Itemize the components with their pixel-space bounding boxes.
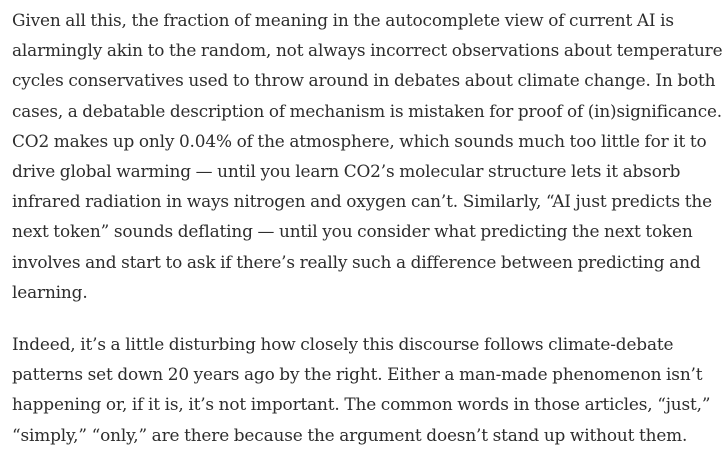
paragraph-1 [12, 5, 724, 307]
paragraph-1-line-5: CO2 makes up only 0.04% of the atmosphere, which sounds much too little for it to [12, 130, 707, 151]
article-body [12, 5, 724, 450]
paragraph-1-line-1: Given all this, the fraction of meaning in the autocomplete view of current AI is [12, 10, 674, 30]
paragraph-1-line-10: learning. [12, 281, 88, 302]
paragraph-2 [12, 329, 724, 450]
paragraph-1-line-6: drive global warming — until you learn CO2’s molecular structure lets it absorb [12, 161, 681, 182]
paragraph-1-line-2: alarmingly akin to the random, not always incorrect observations about temperature [12, 40, 723, 61]
paragraph-2-line-3: happening or, if it is, it’s not important. The common words in those articles, “just,” [12, 394, 711, 415]
paragraph-1-line-3: cycles conservatives used to throw around in debates about climate change. In both [12, 70, 716, 91]
paragraph-1-line-7: infrared radiation in ways nitrogen and oxygen can’t. Similarly, “AI just predicts the [12, 191, 712, 212]
paragraph-2-line-2: patterns set down 20 years ago by the right. Either a man-made phenomenon isn’t [12, 364, 703, 385]
paragraph-2-line-4: “simply,” “only,” are there because the argument doesn’t stand up without them. [12, 424, 688, 445]
paragraph-1-line-8: next token” sounds deflating — until you consider what predicting the next token [12, 221, 693, 242]
paragraph-1-line-9: involves and start to ask if there’s really such a difference between predicting and [12, 251, 701, 272]
paragraph-2-line-1: Indeed, it’s a little disturbing how closely this discourse follows climate-debate [12, 334, 674, 355]
paragraph-1-line-4: cases, a debatable description of mechanism is mistaken for proof of (in)significance. [12, 100, 722, 121]
